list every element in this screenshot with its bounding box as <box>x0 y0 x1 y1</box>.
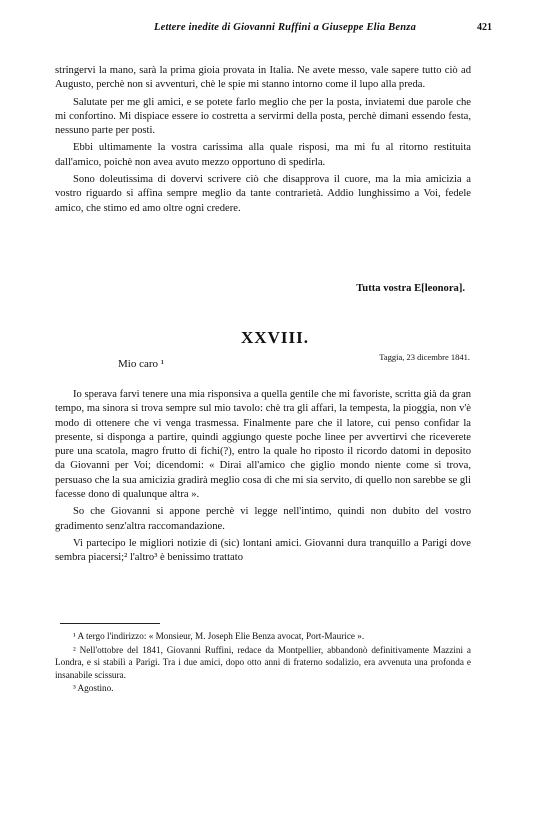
footnote-divider <box>60 623 160 624</box>
letter-number-heading: XXVIII. <box>241 328 309 347</box>
paragraph: Vi partecipo le migliori notizie di (sic) lontani amici. Giovanni dura tranquillo a Parigi dove sembra piacersi;² l'altro³ è benissimo trattato <box>55 537 471 564</box>
page-number: 421 <box>477 22 492 33</box>
paragraph: stringervi la mano, sarà la prima gioia provata in Italia. Ne avete messo, vale sapere tutto ciò ad Augusto, perchè non si avventuri, chè le spie mi stanno intorno come il lupo alla preda. <box>55 65 471 91</box>
footnote: ³ Agostino. <box>73 683 114 694</box>
footnote: ¹ A tergo l'indirizzo: « Monsieur, M. Joseph Elie Benza avocat, Port-Maurice ». <box>73 631 365 641</box>
place-date: Taggia, 23 dicembre 1841. <box>379 352 470 362</box>
salutation: Mio caro ¹ <box>118 358 165 370</box>
running-head: Lettere inedite di Giovanni Ruffini a Giuseppe Elia Benza <box>153 22 417 33</box>
paragraph: Sono doleutissima di dovervi scrivere ciò che disapprova il cuore, ma la mia amicizia a vostro riguardo si affina sempre meglio da tante contrarietà. Addio lunghissimo a Voi, fedele amico, che stimo ed amo oltre ogni credere. <box>55 174 471 214</box>
footnote: ² Nell'ottobre del 1841, Giovanni Ruffini, redace da Montpellier, abbandonò definitivamente Mazzini a Londra, e si stabilì a Parigi. Tra i due amici, dopo otto anni di fraterno sodalizio, era avvenuta una profonda e insanabile scissura. <box>55 644 471 680</box>
footnotes <box>55 630 471 696</box>
paragraph: Salutate per me gli amici, e se potete farlo meglio che per la posta, inviatemi due parole che mi confortino. Mi dispiace essere io costretta a servirmi della posta, perchè dimani essendo festa, nessuno parte per posti. <box>55 96 471 137</box>
signature: Tutta vostra E[leonora]. <box>356 283 465 294</box>
letter-text <box>55 388 471 569</box>
paragraph: Io sperava farvi tenere una mia risponsiva a quella gentile che mi favoriste, scritta già da gran tempo, ma sinora si trova sempre sul mio tavolo: chè tra gli affari, la tempesta, la pioggia, non v'è modo di ottenere che vi venga trasmessa. Finalmente pare che il latore, cui penso confidar la presente, si disponga a partire, quindi aggiungo queste poche linee per avvertirvi che riceverete pure una scatola, magro frutto di fichi(?), entro la quale ho riposto il ricordo datomi in deposito da Giovanni per Voi; dicendomi: « Dirai all'amico che giglio mondo niente come si trova, persuaso che la sua amicizia gradirà meglio cosa di che mi sia servito, di quello non sarebbe se gli facesse dono di qualunque altra ». <box>55 389 471 501</box>
paragraph: So che Giovanni si appone perchè vi legge nell'intimo, quindi non dubito del vostro gradimento senz'altra raccomandazione. <box>55 506 471 532</box>
paragraph: Ebbi ultimamente la vostra carissima alla quale risposi, ma mi fu al ritorno restituita dall'amico, poichè non avea avuto mezzo opportuno di spedirla. <box>55 142 471 168</box>
previous-letter-text <box>55 64 471 219</box>
